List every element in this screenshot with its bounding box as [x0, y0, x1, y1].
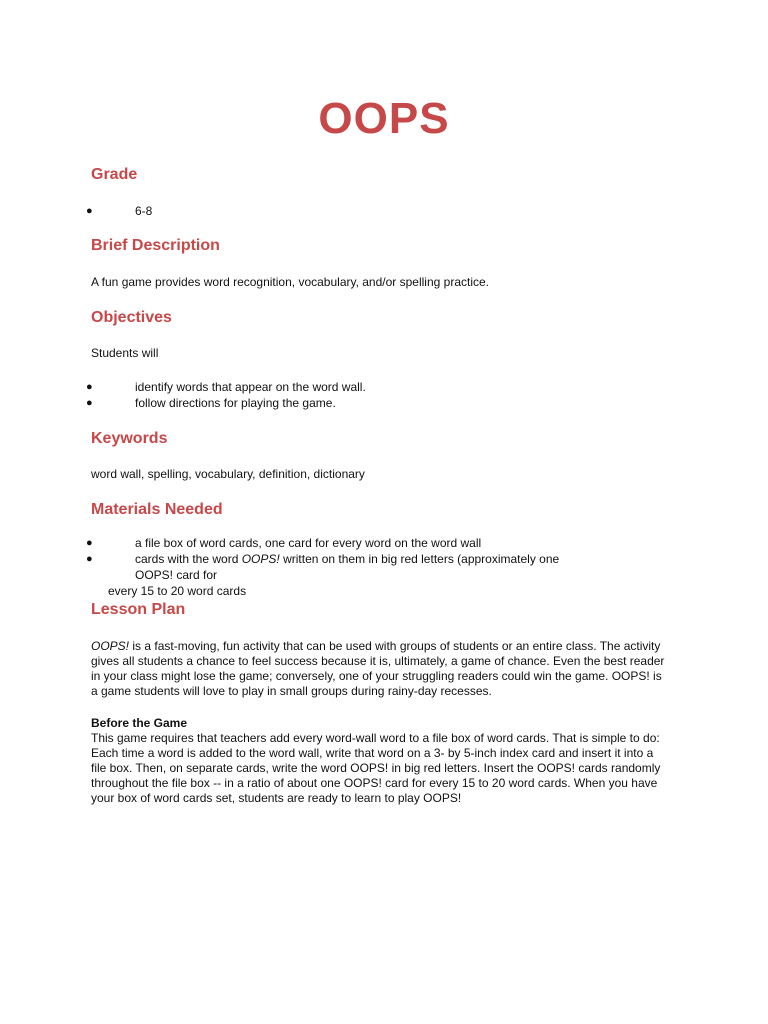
keywords-text: word wall, spelling, vocabulary, definition, dictionary	[91, 467, 365, 481]
keywords-heading: Keywords	[91, 430, 168, 447]
lesson-paragraph	[91, 639, 671, 699]
objective-item: identify words that appear on the word wall.	[135, 380, 366, 394]
material-emphasis: OOPS!	[241, 552, 280, 566]
bullet-icon: ●	[86, 381, 93, 393]
bullet-icon: ●	[86, 553, 93, 565]
grade-item: 6-8	[135, 204, 153, 218]
bullet-icon: ●	[86, 537, 93, 549]
list-item	[0, 395, 695, 411]
brief-description-heading: Brief Description	[91, 237, 220, 254]
list-item	[0, 535, 590, 551]
bullet-icon: ●	[86, 397, 93, 409]
objectives-list	[0, 379, 695, 411]
page-title: OOPS	[318, 94, 450, 143]
objectives-intro: Students will	[91, 346, 159, 360]
material-text: written on them in big red letters (approximately one OOPS! card for	[135, 552, 560, 582]
material-item: a file box of word cards, one card for every word on the word wall	[135, 536, 482, 550]
lesson-plan-heading: Lesson Plan	[91, 601, 186, 618]
material-text: cards with the word	[135, 552, 242, 566]
grade-heading: Grade	[91, 166, 138, 183]
lesson-text: is a fast-moving, fun activity that can be used with groups of students or an entire class. The activity gives all students a chance to feel success because it is, ultimately, a game of chance. Even the best reader in your class might lose the game; conversely, one of your struggling readers could win the game. OOPS! is a game students will love to play in small groups during rainy-day recesses.	[91, 639, 665, 698]
materials-list	[0, 535, 590, 599]
material-continuation: every 15 to 20 word cards	[108, 584, 247, 598]
before-game-section	[91, 716, 671, 806]
lesson-emphasis: OOPS!	[91, 639, 130, 653]
brief-description-text: A fun game provides word recognition, vocabulary, and/or spelling practice.	[91, 275, 489, 289]
objective-item: follow directions for playing the game.	[135, 396, 336, 410]
before-game-heading: Before the Game	[91, 716, 188, 730]
grade-list	[0, 203, 695, 219]
before-game-text: This game requires that teachers add every word-wall word to a file box of word cards. That is simple to do: Each time a word is added to the word wall, write that word on a 3- by 5-inch index card and insert it into a file box. Then, on separate cards, write the word OOPS! in big red letters. Insert the OOPS! cards randomly throughout the file box -- in a ratio of about one OOPS! card for every 15 to 20 word cards. When you have your box of word cards set, students are ready to learn to play OOPS!	[91, 731, 661, 805]
list-item	[0, 379, 695, 395]
materials-heading: Materials Needed	[91, 501, 223, 518]
list-item	[0, 203, 695, 219]
objectives-heading: Objectives	[91, 309, 172, 326]
list-item	[0, 551, 590, 599]
bullet-icon: ●	[86, 205, 93, 217]
